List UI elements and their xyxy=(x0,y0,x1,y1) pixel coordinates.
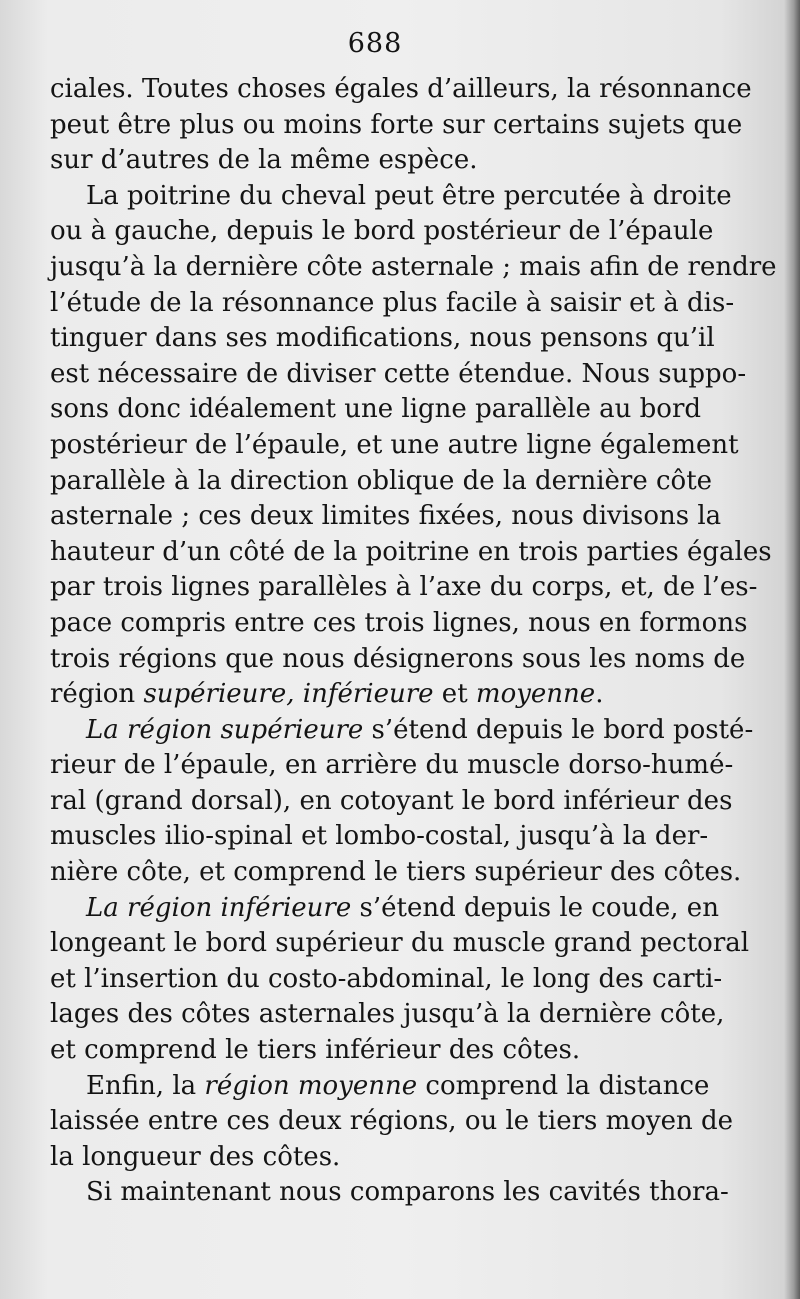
text-run: La poitrine du cheval peut être percutée à droite xyxy=(86,180,732,211)
text-line xyxy=(50,499,722,535)
text-run: s’étend depuis le bord posté- xyxy=(363,714,754,745)
text-run: hauteur d’un côté de la poitrine en trois parties égales xyxy=(50,536,772,567)
paragraph xyxy=(50,891,750,1069)
text-run: ciales. Toutes choses égales d’ailleurs, la résonnance xyxy=(50,74,752,104)
text-line xyxy=(50,855,742,891)
text-line xyxy=(50,962,723,998)
text-run: et l’insertion du costo-abdominal, le long des carti- xyxy=(50,963,723,994)
text-run: sons donc idéalement une ligne parallèle au bord xyxy=(50,394,702,425)
text-run: peut être plus ou moins forte sur certains sujets que xyxy=(50,109,743,140)
text-run: et xyxy=(433,679,476,710)
text-line xyxy=(50,819,709,855)
text-run: muscles ilio-spinal et lombo-costal, jusqu’à la der- xyxy=(50,821,709,852)
paragraph xyxy=(50,713,754,891)
italic-text: La région supérieure xyxy=(86,714,364,745)
text-run: lages des côtes asternales jusqu’à la dernière côte, xyxy=(50,999,725,1030)
text-run: rieur de l’épaule, en arrière du muscle dorso-humé- xyxy=(50,750,734,781)
text-run: et comprend le tiers inférieur des côtes. xyxy=(50,1035,581,1066)
body-text xyxy=(50,72,777,1211)
page-number: 688 xyxy=(347,28,403,59)
text-run: est nécessaire de diviser cette étendue. Nous suppo- xyxy=(50,358,747,389)
text-run: la longueur des côtes. xyxy=(50,1141,341,1172)
text-line xyxy=(50,428,739,464)
text-line xyxy=(50,891,719,927)
text-run: laissée entre ces deux régions, ou le tiers moyen de xyxy=(50,1106,734,1137)
text-line xyxy=(50,642,746,678)
text-line xyxy=(50,713,754,749)
text-line xyxy=(50,997,725,1033)
text-line xyxy=(50,108,743,144)
text-run: l’étude de la résonnance plus facile à saisir et à dis- xyxy=(50,287,735,318)
text-line xyxy=(50,1104,734,1140)
text-run: longeant le bord supérieur du muscle grand pectoral xyxy=(50,928,750,959)
paragraph xyxy=(50,1175,729,1211)
text-run: Enfin, la xyxy=(86,1070,205,1101)
italic-text: supérieure, inférieure xyxy=(143,679,434,710)
text-line xyxy=(50,286,735,322)
text-line xyxy=(50,392,700,428)
text-line xyxy=(50,1175,729,1211)
text-line xyxy=(50,570,758,606)
text-run: Si maintenant nous comparons les cavités thora- xyxy=(86,1177,729,1208)
text-line xyxy=(50,179,732,215)
text-line xyxy=(50,72,752,108)
text-run: postérieur de l’épaule, et une autre ligne également xyxy=(50,429,739,460)
paragraph xyxy=(50,72,752,179)
text-run: s’étend depuis le coude, en xyxy=(351,892,719,923)
text-line xyxy=(50,1140,700,1176)
paragraph xyxy=(50,179,777,713)
text-line xyxy=(50,1069,710,1105)
page-edge-shadow xyxy=(784,0,800,1299)
text-run: comprend la distance xyxy=(417,1070,710,1101)
text-line xyxy=(50,784,733,820)
text-run: . xyxy=(595,679,604,710)
text-run: asternale ; ces deux limites fixées, nous divisons la xyxy=(50,501,722,532)
text-line xyxy=(50,1033,700,1069)
text-run: ral (grand dorsal), en cotoyant le bord inférieur des xyxy=(50,785,733,816)
text-line xyxy=(50,214,714,250)
text-line xyxy=(50,926,750,962)
text-line xyxy=(50,357,747,393)
italic-text: La région inférieure xyxy=(86,892,352,923)
text-line xyxy=(50,606,748,642)
text-line xyxy=(50,464,713,500)
text-run: nière côte, et comprend le tiers supérieur des côtes. xyxy=(50,857,742,888)
text-run: jusqu’à la dernière côte asternale ; mais afin de rendre xyxy=(50,251,777,282)
text-run: sur d’autres de la même espèce. xyxy=(50,145,478,176)
text-line xyxy=(50,677,700,713)
text-line xyxy=(50,321,715,357)
paragraph xyxy=(50,1069,734,1176)
text-run: région xyxy=(50,679,144,710)
text-run: pace compris entre ces trois lignes, nous en formons xyxy=(50,607,748,638)
text-run: trois régions que nous désignerons sous les noms de xyxy=(50,643,746,674)
text-line xyxy=(50,535,772,571)
italic-text: moyenne xyxy=(475,679,596,710)
italic-text: région moyenne xyxy=(204,1070,418,1101)
text-run: parallèle à la direction oblique de la dernière côte xyxy=(50,465,713,496)
text-line xyxy=(50,143,700,179)
text-run: tinguer dans ses modifications, nous pensons qu’il xyxy=(50,323,715,354)
text-run: ou à gauche, depuis le bord postérieur de l’épaule xyxy=(50,216,714,247)
text-run: par trois lignes parallèles à l’axe du corps, et, de l’es- xyxy=(50,572,758,603)
text-line xyxy=(50,748,734,784)
text-line xyxy=(50,250,777,286)
